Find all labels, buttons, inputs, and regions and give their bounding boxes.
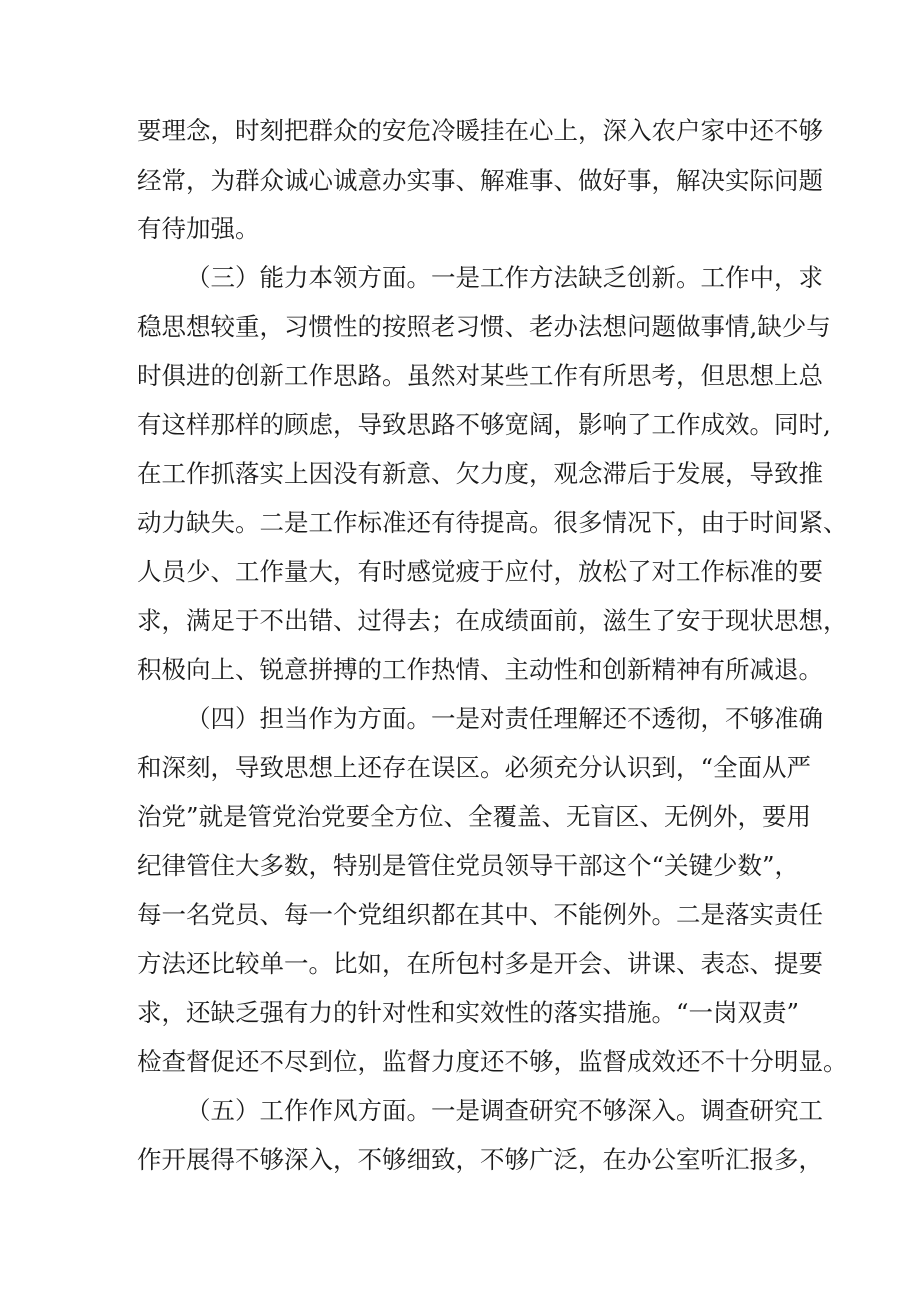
text-line: 有这样那样的顾虑，导致思路不够宽阔，影响了工作成效。同时, xyxy=(137,410,831,439)
text-line: 方法还比较单一。比如，在所包村多是开会、讲课、表态、提要 xyxy=(137,949,823,978)
text-line: 有待加强。 xyxy=(137,214,260,243)
text-line: 稳思想较重，习惯性的按照老习惯、老办法想问题做事情,缺少与 xyxy=(137,312,831,341)
text-line: 作开展得不够深入，不够细致，不够广泛，在办公室听汇报多， xyxy=(137,1145,823,1174)
paragraph-heading-4: （四）担当作为方面。一是对责任理解还不透彻，不够准确 xyxy=(186,704,823,733)
text-line: 要理念，时刻把群众的安危冷暖挂在心上，深入农户家中还不够 xyxy=(137,116,823,145)
text-line: 检查督促还不尽到位，监督力度还不够，监督成效还不十分明显。 xyxy=(137,1047,848,1076)
text-line: 治党”就是管党治党要全方位、全覆盖、无盲区、无例外，要用 xyxy=(137,802,812,831)
text-line: 动力缺失。二是工作标准还有待提高。很多情况下，由于时间紧、 xyxy=(137,508,848,537)
text-line: 求，还缺乏强有力的针对性和实效性的落实措施。“一岗双责” xyxy=(137,998,800,1027)
text-line: 纪律管住大多数，特别是管住党员领导干部这个“关键少数”， xyxy=(137,851,800,880)
paragraph-heading-5: （五）工作作风方面。一是调查研究不够深入。调查研究工 xyxy=(186,1096,823,1125)
text-line: 和深刻，导致思想上还存在误区。必须充分认识到，“全面从严 xyxy=(137,753,812,782)
text-line: 积极向上、锐意拼搏的工作热情、主动性和创新精神有所减退。 xyxy=(137,655,823,684)
text-line: 经常，为群众诚心诚意办实事、解难事、做好事，解决实际问题 xyxy=(137,166,823,195)
text-line: 每一名党员、每一个党组织都在其中、不能例外。二是落实责任 xyxy=(137,900,823,929)
text-line: 在工作抓落实上因没有新意、欠力度，观念滞后于发展，导致推 xyxy=(137,459,823,488)
text-line: 人员少、工作量大，有时感觉疲于应付，放松了对工作标准的要 xyxy=(137,557,823,586)
text-line: 时俱进的创新工作思路。虽然对某些工作有所思考，但思想上总 xyxy=(137,361,823,390)
text-line: 求，满足于不出错、过得去；在成绩面前，滋生了安于现状思想， xyxy=(137,606,848,635)
paragraph-heading-3: （三）能力本领方面。一是工作方法缺乏创新。工作中，求 xyxy=(186,263,823,292)
